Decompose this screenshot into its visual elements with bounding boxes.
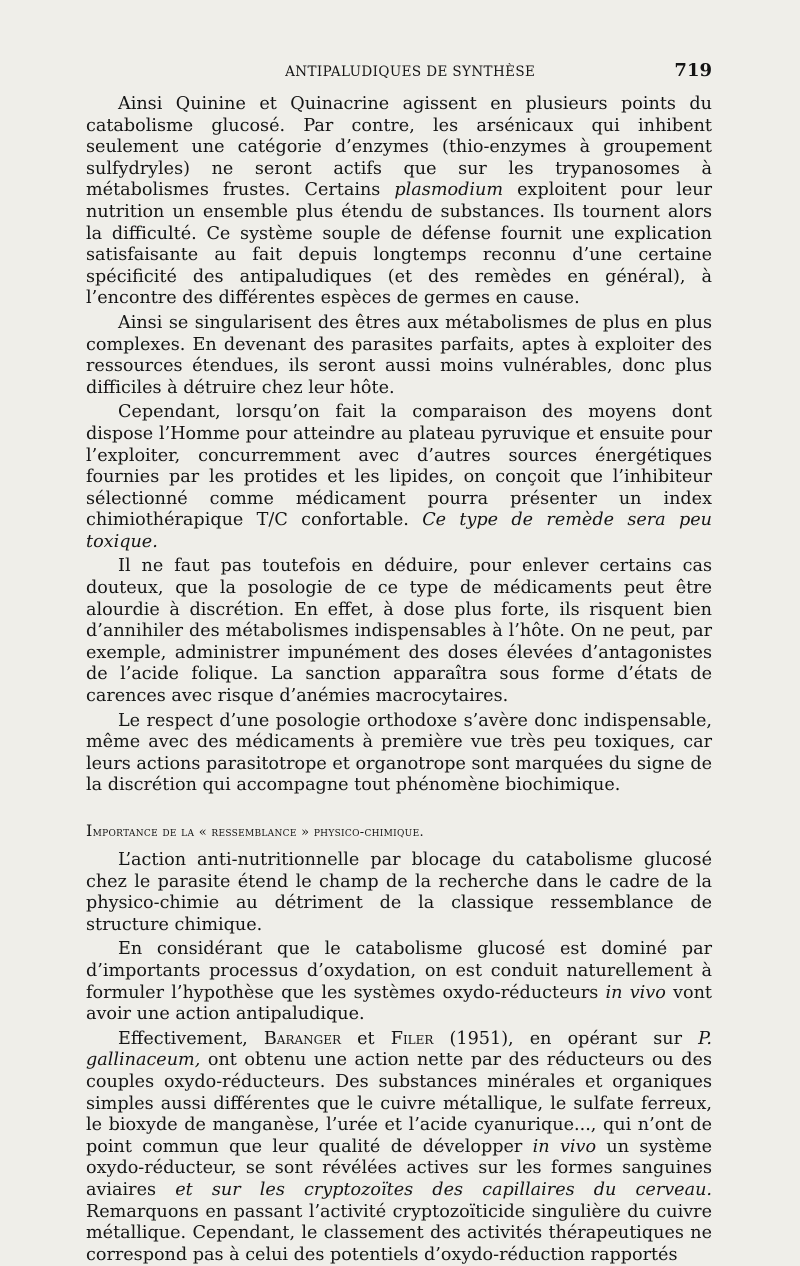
paragraph-6: L’action anti-nutritionnelle par blocage du catabolisme glucosé chez le parasite étend le champ de la recherche dans le cadre de la physico-chimie au détriment de la classique ressemblance de structure chimique. (86, 850, 712, 935)
page-number: 719 (674, 60, 712, 81)
paragraph-text: ont obtenu une action nette par des réducteurs ou des couples oxydo-réducteurs. Des substances minérales et organiques simples aussi différentes que le cuivre métallique, le sulfate ferreux, le bioxyde de manganèse, l’urée et l’acide cyanurique..., qui n’ont de point commun que leur qualité de développer (86, 1050, 712, 1157)
paragraph-3 (86, 402, 712, 553)
section-heading-initial: I (86, 821, 93, 840)
body-text (86, 94, 712, 1266)
paragraph-text: Effectivement, (118, 1028, 264, 1049)
author-name: Filer (390, 1028, 434, 1049)
paragraph-text: En considérant que le catabolisme glucosé est dominé par d’importants processus d’oxydation, on est conduit naturellement à formuler l’hypothèse que les systèmes oxydo-réducteurs (86, 939, 712, 1003)
italic-species: P. gallinaceum, (86, 1028, 713, 1071)
paragraph-text: vont avoir une action antipaludique. (86, 982, 712, 1025)
italic-sentence: Ce type de remède sera peu toxique. (86, 510, 713, 552)
paragraph-text: et (341, 1028, 391, 1049)
paragraph-5: Le respect d’une posologie orthodoxe s’avère donc indispensable, même avec des médicaments à première vue très peu toxiques, car leurs actions parasitotrope et organotrope sont marquées du signe de la discrétion qui accompagne tout phénomène biochimique. (86, 710, 712, 796)
running-title: ANTIPALUDIQUES DE SYNTHÈSE (285, 64, 536, 80)
section-heading (86, 821, 712, 840)
paragraph-8 (86, 1029, 712, 1266)
paragraph-text: exploitent pour leur nutrition un ensemble plus étendu de substances. Ils tournent alors la difficulté. Ce système souple de défense fournit une explication satisfaisante au fait depuis longtemps reconnu d’une certaine spécificité des antipaludiques (et des remèdes en général), à l’encontre des différentes espèces de germes en cause. (86, 180, 712, 309)
paragraph-2: Ainsi se singularisent des êtres aux métabolismes de plus en plus complexes. En devenant des parasites parfaits, aptes à exploiter des ressources étendues, ils seront aussi moins vulnérables, donc plus difficiles à détruire chez leur hôte. (86, 312, 712, 398)
paragraph-4: Il ne faut pas toutefois en déduire, pour enlever certains cas douteux, que la posologie de ce type de médicaments peut être alourdie à discrétion. En effet, à dose plus forte, ils risquent bien d’annihiler des métabolismes indispensables à l’hôte. On ne peut, par exemple, administrer impunément des doses élevées d’antagonistes de l’acide folique. La sanction apparaîtra sous forme d’états de carences avec risque d’anémies macrocytaires. (86, 556, 712, 707)
section-heading-text: mportance de la « ressemblance » physico-chimique. (92, 825, 424, 840)
paragraph-7 (86, 939, 712, 1025)
paragraph-1 (86, 94, 712, 310)
running-head (86, 60, 712, 86)
author-name: Baranger (263, 1028, 342, 1049)
italic-phrase: et sur les cryptozoïtes des capillaires du cerveau. (175, 1179, 712, 1200)
paragraph-text: un système oxydo-réducteur, se sont révélées actives sur les formes sanguines aviaires (86, 1136, 712, 1200)
italic-term: in vivo (532, 1136, 597, 1157)
paragraph-text: Cependant, lorsqu’on fait la comparaison des moyens dont dispose l’Homme pour atteindre au plateau pyruvique et ensuite pour l’exploiter, concurremment avec d’autres sources énergétiques fournies par les protides et les lipides, on conçoit que l’inhibiteur sélectionné comme médicament pourra présenter un index chimiothérapique T/C confortable. (86, 402, 712, 531)
italic-term: in vivo (605, 982, 666, 1003)
paragraph-text: (1951), en opérant sur (433, 1028, 699, 1049)
paragraph-text: Remarquons en passant l’activité cryptozoïticide singulière du cuivre métallique. Cependant, le classement des activités thérapeutiques ne correspond pas à celui des potentiels d’oxydo-réduction rapportés (86, 1201, 712, 1265)
italic-term: plasmodium (394, 180, 504, 201)
paragraph-text: Ainsi Quinine et Quinacrine agissent en plusieurs points du catabolisme glucosé. Par contre, les arsénicaux qui inhibent seulement une catégorie d’enzymes (thio-enzymes à groupement sulfydryles) ne seront actifs que sur les trypanosomes à métabolismes frustes. Certains (86, 94, 712, 201)
